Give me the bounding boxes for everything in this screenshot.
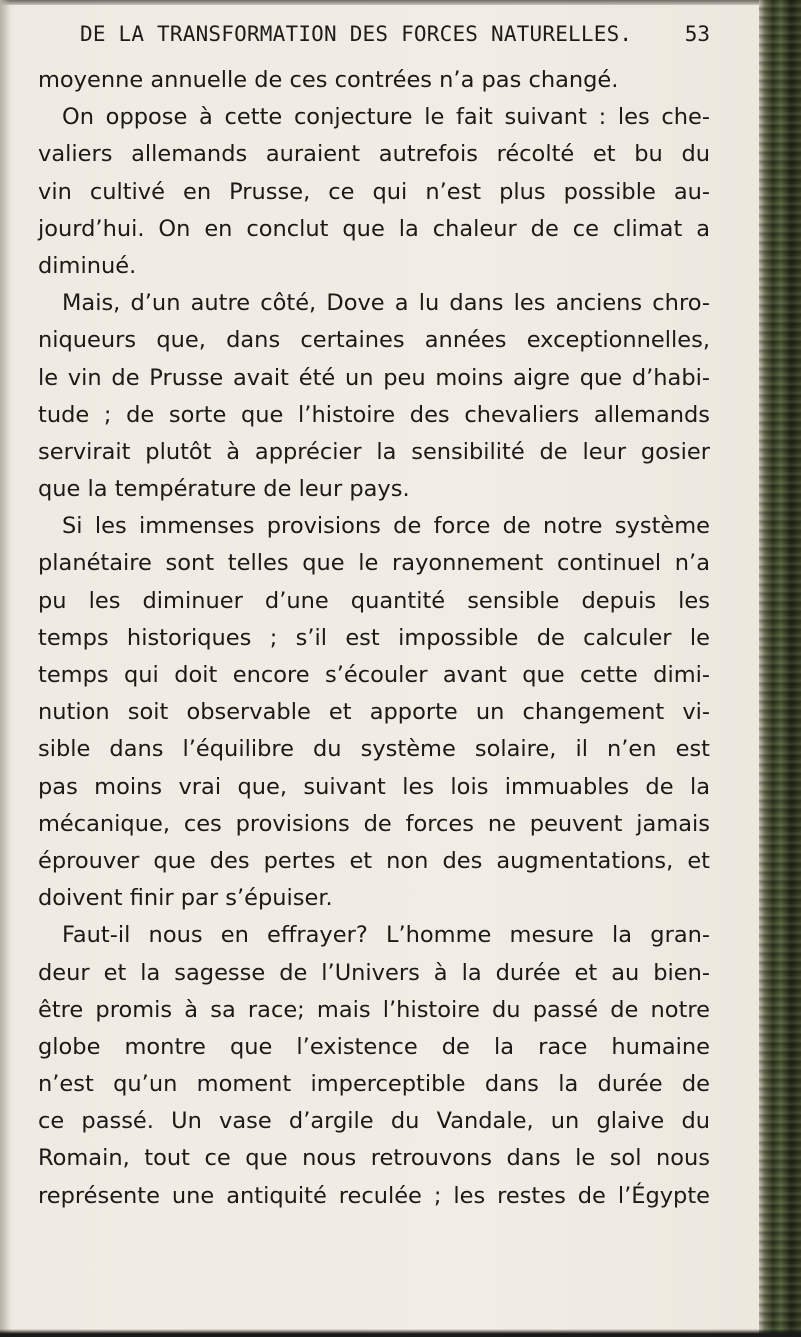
text-line: mécanique, ces provisions de forces ne peuvent jamais bbox=[38, 810, 710, 837]
text-line: servirait plutôt à apprécier la sensibilité de leur gosier bbox=[38, 438, 710, 465]
text-line: représente une antiquité reculée ; les restes de l’Égypte bbox=[38, 1182, 710, 1209]
text-line: éprouver que des pertes et non des augmentations, et bbox=[38, 847, 710, 874]
page-gutter-shadow bbox=[0, 0, 10, 1337]
text-line: temps historiques ; s’il est impossible de calculer le bbox=[38, 624, 710, 651]
running-header bbox=[80, 22, 710, 62]
text-line: jourd’hui. On en conclut que la chaleur de ce climat a bbox=[38, 215, 710, 242]
text-line: moyenne annuelle de ces contrées n’a pas changé. bbox=[38, 67, 619, 93]
text-line: être promis à sa race; mais l’histoire du passé de notre bbox=[38, 996, 710, 1023]
text-line: pas moins vrai que, suivant les lois immuables de la bbox=[38, 773, 710, 800]
text-line: Faut-il nous en effrayer? L’homme mesure la gran- bbox=[62, 922, 710, 949]
text-line: ce passé. Un vase d’argile du Vandale, un glaive du bbox=[38, 1108, 710, 1135]
text-line: n’est qu’un moment imperceptible dans la durée de bbox=[38, 1071, 710, 1098]
page-number: 53 bbox=[684, 22, 710, 46]
text-line: Mais, d’un autre côté, Dove a lu dans les anciens chro- bbox=[62, 290, 710, 317]
text-line: Si les immenses provisions de force de notre système bbox=[62, 513, 710, 540]
text-line: valiers allemands auraient autrefois récolté et bu du bbox=[38, 141, 710, 168]
text-line: le vin de Prusse avait été un peu moins aigre que d’habi- bbox=[38, 364, 710, 391]
body-text bbox=[38, 62, 710, 1215]
bottom-page-edge bbox=[0, 1329, 801, 1337]
running-title: DE LA TRANSFORMATION DES FORCES NATURELLES. bbox=[80, 22, 633, 46]
text-line: Romain, tout ce que nous retrouvons dans le sol nous bbox=[38, 1145, 710, 1172]
text-line: niqueurs que, dans certaines années exceptionnelles, bbox=[38, 327, 710, 354]
text-line: que la température de leur pays. bbox=[38, 476, 410, 503]
text-line: pu les diminuer d’une quantité sensible depuis les bbox=[38, 587, 710, 614]
text-line: doivent finir par s’épuiser. bbox=[38, 885, 333, 912]
text-line: deur et la sagesse de l’Univers à la durée et au bien- bbox=[38, 959, 710, 986]
text-line: globe montre que l’existence de la race humaine bbox=[38, 1033, 710, 1060]
text-line: diminué. bbox=[38, 252, 137, 279]
top-page-edge bbox=[0, 0, 760, 5]
text-line: nution soit observable et apporte un changement vi- bbox=[38, 699, 710, 726]
text-line: vin cultivé en Prusse, ce qui n’est plus possible au- bbox=[38, 178, 710, 205]
text-line: tude ; de sorte que l’histoire des chevaliers allemands bbox=[38, 401, 710, 428]
text-line: sible dans l’équilibre du système solaire, il n’en est bbox=[38, 736, 710, 763]
text-line: temps qui doit encore s’écouler avant que cette dimi- bbox=[38, 662, 710, 688]
book-spine-edge bbox=[759, 0, 801, 1337]
text-line: On oppose à cette conjecture le fait suivant : les che- bbox=[62, 104, 710, 131]
text-line: planétaire sont telles que le rayonnement continuel n’a bbox=[38, 550, 710, 577]
